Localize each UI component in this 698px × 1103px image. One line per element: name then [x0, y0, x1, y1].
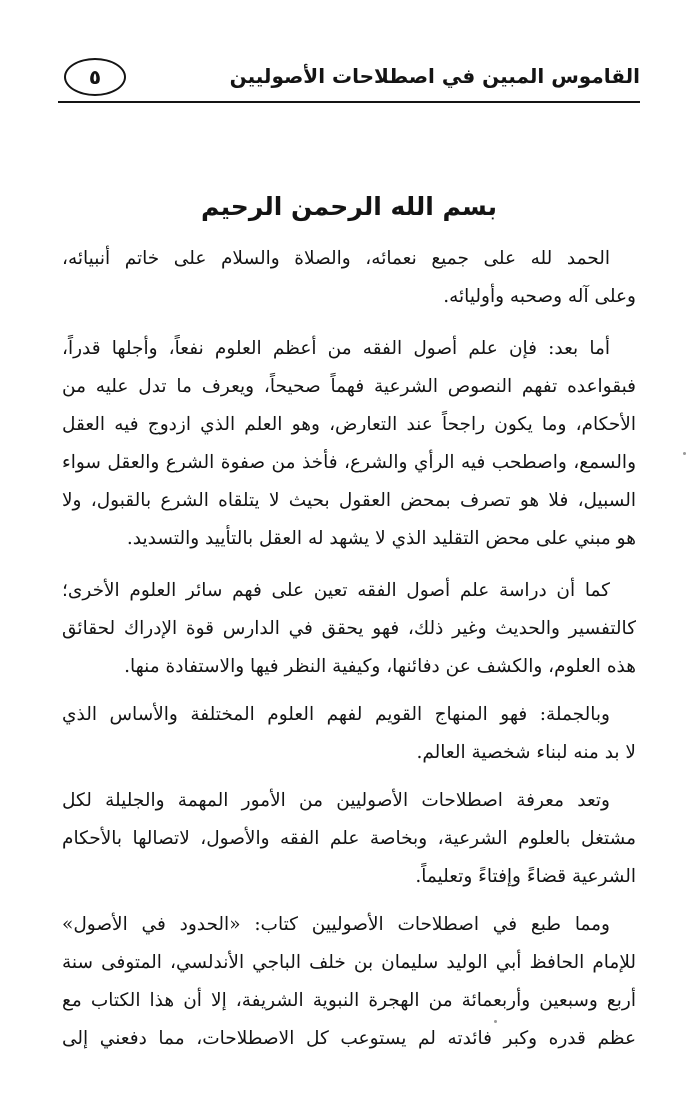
- text-line: ومما طبع في اصطلاحات الأصوليين كتاب: «الحدود في الأصول»: [62, 914, 610, 935]
- paragraph-6: [62, 906, 636, 1058]
- text-line: أما بعد: فإن علم أصول الفقه من أعظم العلوم نفعاً، وأجلها قدراً،: [62, 338, 610, 359]
- text-line: الشرعية قضاءً وإفتاءً وتعليماً.: [415, 866, 636, 887]
- scan-speck: [683, 452, 686, 455]
- basmala-heading: بسم الله الرحمن الرحيم: [201, 192, 497, 221]
- running-header-title: القاموس المبين في اصطلاحات الأصوليين: [229, 64, 640, 88]
- text-line: الحمد لله على جميع نعمائه، والصلاة والسلام على خاتم أنبيائه،: [62, 248, 610, 269]
- paragraph-2: [62, 330, 636, 558]
- scan-speck: [494, 1020, 497, 1023]
- text-line: وتعد معرفة اصطلاحات الأصوليين من الأمور المهمة والجليلة لكل: [62, 790, 610, 811]
- text-line: للإمام الحافظ أبي الوليد سليمان بن خلف الباجي الأندلسي، المتوفى سنة: [62, 952, 636, 973]
- text-line: مشتغل بالعلوم الشرعية، وبخاصة علم الفقه والأصول، لاتصالها بالأحكام: [62, 828, 636, 849]
- paragraph-1: [62, 240, 636, 316]
- text-line: الأحكام، وما يكون راجحاً عند التعارض، وهو العلم الذي ازدوج فيه العقل: [62, 414, 636, 435]
- text-line: فبقواعده تفهم النصوص الشرعية فهماً صحيحاً، ويعرف ما تدل عليه من: [62, 376, 636, 397]
- header-rule: [58, 101, 640, 103]
- body-text: [62, 240, 636, 1072]
- text-line: وبالجملة: فهو المنهاج القويم لفهم العلوم المختلفة والأساس الذي: [62, 704, 610, 725]
- text-line: كالتفسير والحديث وغير ذلك، فهو يحقق في الدارس قوة الإدراك لحقائق: [62, 618, 636, 639]
- text-line: هذه العلوم، والكشف عن دفائنها، وكيفية النظر فيها والاستفادة منها.: [124, 656, 636, 677]
- text-line: عظم قدره وكبر فائدته لم يستوعب كل الاصطلاحات، مما دفعني إلى: [62, 1028, 636, 1049]
- text-line: أربع وسبعين وأربعمائة من الهجرة النبوية الشريفة، إلا أن هذا الكتاب مع: [62, 990, 636, 1011]
- text-line: وعلى آله وصحبه وأوليائه.: [443, 286, 636, 307]
- page-number: ٥: [88, 65, 102, 89]
- text-line: السبيل، فلا هو تصرف بمحض العقول بحيث لا يتلقاه الشرع بالقبول، ولا: [62, 490, 636, 511]
- text-line: كما أن دراسة علم أصول الفقه تعين على فهم سائر العلوم الأخرى؛: [62, 580, 610, 601]
- page-number-oval: [64, 58, 126, 96]
- running-header: [58, 58, 640, 102]
- text-line: لا بد منه لبناء شخصية العالم.: [416, 742, 636, 763]
- text-line: والسمع، واصطحب فيه الرأي والشرع، فأخذ من صفوة الشرع والعقل سواء: [62, 452, 636, 473]
- paragraph-5: [62, 782, 636, 896]
- paragraph-4: [62, 696, 636, 772]
- text-line: هو مبني على محض التقليد الذي لا يشهد له العقل بالتأييد والتسديد.: [126, 528, 636, 549]
- paragraph-3: [62, 572, 636, 686]
